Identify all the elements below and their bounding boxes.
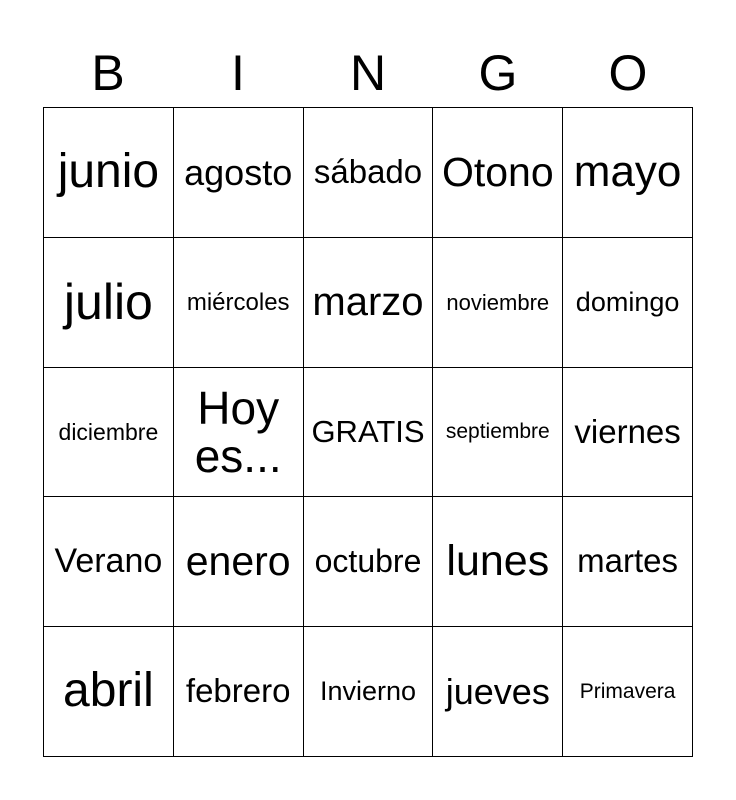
bingo-cell[interactable]: jueves xyxy=(433,627,563,757)
bingo-cell[interactable]: viernes xyxy=(563,368,693,498)
header-letter-o: O xyxy=(608,45,648,101)
bingo-cell[interactable]: mayo xyxy=(563,108,693,238)
bingo-cell[interactable]: Primavera xyxy=(563,627,693,757)
header-letter-g: G xyxy=(478,45,518,101)
bingo-cell-free[interactable]: GRATIS xyxy=(304,368,434,498)
bingo-cell[interactable]: Otono xyxy=(433,108,563,238)
bingo-cell[interactable]: domingo xyxy=(563,238,693,368)
bingo-cell[interactable]: septiembre xyxy=(433,368,563,498)
bingo-cell[interactable]: abril xyxy=(44,627,174,757)
header-letter-b: B xyxy=(91,45,125,101)
bingo-cell[interactable]: Invierno xyxy=(304,627,434,757)
bingo-cell[interactable]: junio xyxy=(44,108,174,238)
header-letter-i: I xyxy=(231,45,245,101)
bingo-cell-free-prompt[interactable]: Hoy es... xyxy=(174,368,304,498)
bingo-cell[interactable]: marzo xyxy=(304,238,434,368)
bingo-cell[interactable]: martes xyxy=(563,497,693,627)
bingo-cell[interactable]: octubre xyxy=(304,497,434,627)
bingo-cell[interactable]: sábado xyxy=(304,108,434,238)
bingo-cell[interactable]: febrero xyxy=(174,627,304,757)
bingo-cell[interactable]: julio xyxy=(44,238,174,368)
bingo-cell[interactable]: Verano xyxy=(44,497,174,627)
header-letter-n: N xyxy=(349,45,387,101)
bingo-cell[interactable]: enero xyxy=(174,497,304,627)
bingo-cell[interactable]: lunes xyxy=(433,497,563,627)
bingo-board xyxy=(43,107,693,757)
bingo-cell[interactable]: noviembre xyxy=(433,238,563,368)
bingo-cell[interactable]: agosto xyxy=(174,108,304,238)
bingo-header xyxy=(43,40,693,106)
bingo-cell[interactable]: diciembre xyxy=(44,368,174,498)
bingo-cell[interactable]: miércoles xyxy=(174,238,304,368)
